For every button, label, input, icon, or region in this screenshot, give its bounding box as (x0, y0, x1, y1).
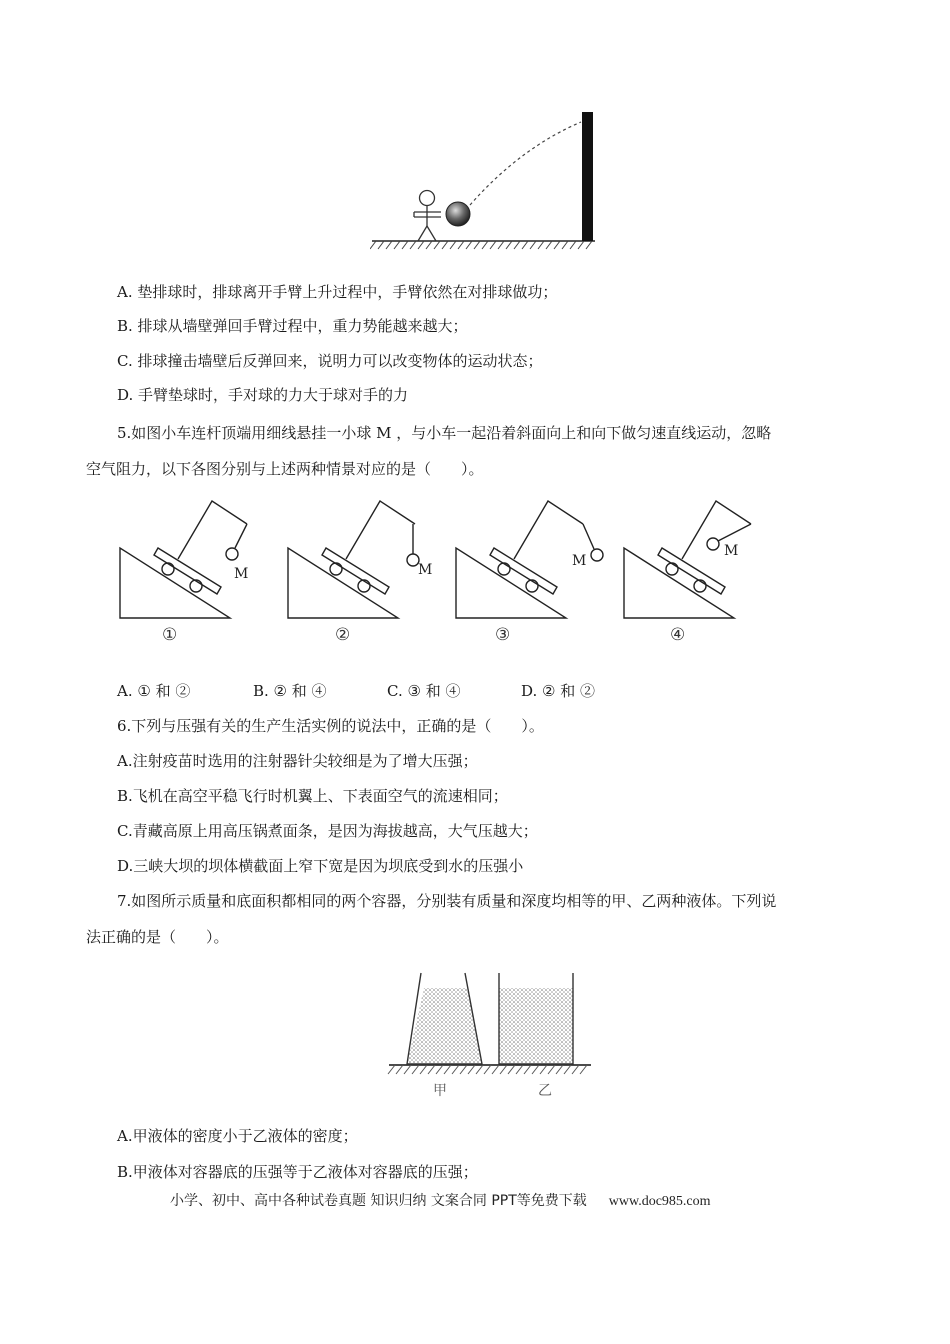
footer-text: 小学、初中、高中各种试卷真题 知识归纳 文案合同 PPT等免费下载 (170, 1193, 587, 1209)
ball-label-2: M (418, 562, 433, 578)
q5-options (117, 681, 595, 701)
incline-cart-figures (110, 485, 760, 650)
figure-label-2: ② (335, 625, 351, 645)
q7-option-a: A.甲液体的密度小于乙液体的密度； (117, 1127, 358, 1145)
q5-stem-line2: 空气阻力，以下各图分别与上述两种情景对应的是（ ）。 (86, 460, 484, 478)
q4-option-a: A. 垫排球时，排球离开手臂上升过程中，手臂依然在对排球做功； (117, 283, 558, 301)
q6-stem: 6.下列与压强有关的生产生活实例的说法中，正确的是（ ）。 (117, 717, 544, 735)
q5-option-a: A. ① 和 ② (117, 682, 191, 700)
page-footer (170, 1191, 711, 1212)
figure-label-3: ③ (495, 625, 511, 645)
figure-label-4: ④ (670, 625, 686, 645)
trajectory (470, 122, 581, 205)
q4-option-b: B. 排球从墙壁弹回手臂过程中，重力势能越来越大； (117, 317, 468, 335)
volleyball (446, 202, 470, 226)
q7-stem-line2: 法正确的是（ ）。 (86, 928, 229, 946)
two-containers-figure (385, 965, 595, 1105)
q6-option-a: A.注射疫苗时选用的注射器针尖较细是为了增大压强； (117, 752, 478, 770)
container-jia (407, 973, 482, 1064)
q5-option-b: B. ② 和 ④ (253, 682, 327, 700)
q5-stem-line1: 5.如图小车连杆顶端用细线悬挂一小球 M ，与小车一起沿着斜面向上和向下做匀速直线运动，忽略 (117, 424, 772, 442)
q4-option-c: C. 排球撞击墙壁后反弹回来，说明力可以改变物体的运动状态； (117, 352, 543, 370)
person (414, 191, 441, 242)
q4-option-d: D. 手臂垫球时，手对球的力大于球对手的力 (117, 386, 409, 404)
q6-option-d: D.三峡大坝的坝体横截面上窄下宽是因为坝底受到水的压强小 (117, 857, 524, 875)
q5-option-d: D. ② 和 ② (521, 682, 596, 700)
volleyball-wall-figure (370, 108, 610, 253)
ball-label-3: M (572, 553, 587, 569)
figure-2 (288, 501, 419, 618)
footer-url[interactable]: www.doc985.com (608, 1194, 711, 1209)
figure-1 (120, 501, 247, 618)
figure-label-1: ① (162, 625, 178, 645)
container-label-jia: 甲 (433, 1083, 447, 1099)
q7-stem-line1: 7.如图所示质量和底面积都相同的两个容器，分别装有质量和深度均相等的甲、乙两种液体。下列说 (117, 892, 777, 910)
container-yi (499, 973, 573, 1064)
ball-label-1: M (234, 566, 249, 582)
wall (582, 112, 593, 241)
q5-option-c: C. ③ 和 ④ (387, 682, 461, 700)
q6-option-b: B.飞机在高空平稳飞行时机翼上、下表面空气的流速相同； (117, 787, 508, 805)
container-label-yi: 乙 (538, 1083, 552, 1099)
ball-label-4: M (724, 543, 739, 559)
q6-option-c: C.青藏高原上用高压锅煮面条，是因为海拔越高，大气压越大； (117, 822, 538, 840)
q7-option-b: B.甲液体对容器底的压强等于乙液体对容器底的压强； (117, 1163, 478, 1181)
figure-4 (624, 501, 751, 618)
